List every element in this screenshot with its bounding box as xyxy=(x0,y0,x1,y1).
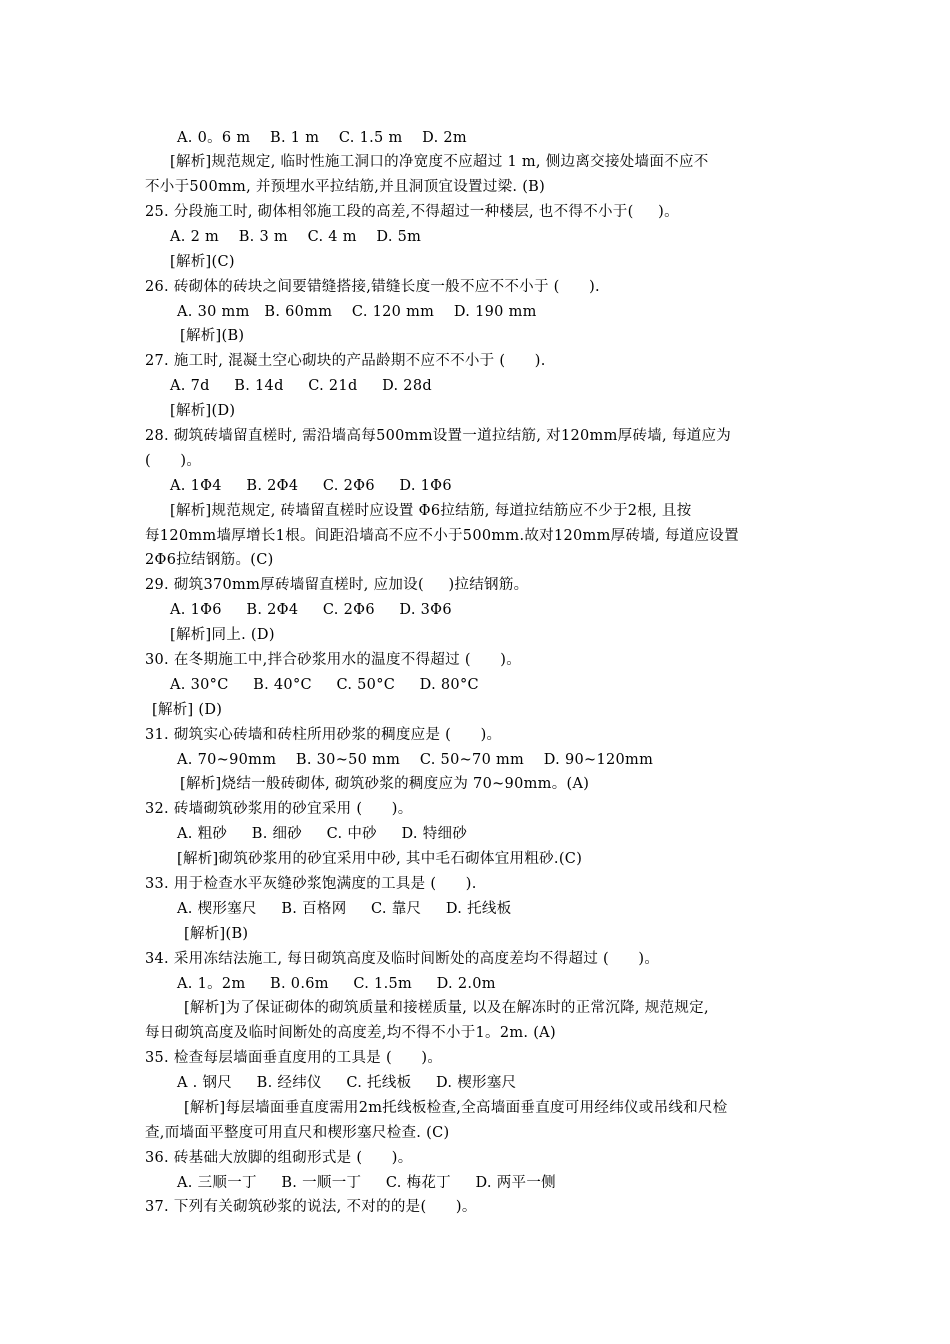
q28-analysis-line-1: [解析]规范规定, 砖墙留直槎时应设置 Φ6拉结筋, 每道拉结筋应不少于2根, 且按 xyxy=(170,503,692,519)
q24-options: A. 0。6 m B. 1 m C. 1.5 m D. 2m xyxy=(177,130,467,146)
q30-options: A. 30°C B. 40°C C. 50°C D. 80°C xyxy=(170,677,479,693)
q28-question-line-2: ( )。 xyxy=(145,453,202,469)
q24-analysis-line-2: 不小于500mm, 并预埋水平拉结筋,并且洞顶宜设置过梁. (B) xyxy=(145,179,546,195)
q30-analysis: [解析] (D) xyxy=(152,702,223,718)
q33-analysis: [解析](B) xyxy=(184,926,249,942)
q33-options: A. 楔形塞尺 B. 百格网 C. 靠尺 D. 托线板 xyxy=(177,901,512,917)
q31-question: 31. 砌筑实心砖墙和砖柱所用砂浆的稠度应是 ( )。 xyxy=(145,727,502,743)
q33-question: 33. 用于检查水平灰缝砂浆饱满度的工具是 ( ). xyxy=(145,876,477,892)
q34-options: A. 1。2m B. 0.6m C. 1.5m D. 2.0m xyxy=(177,976,496,992)
q28-analysis-line-3: 2Φ6拉结钢筋。(C) xyxy=(145,552,274,568)
q25-question: 25. 分段施工时, 砌体相邻施工段的高差,不得超过一种楼层, 也不得不小于( )。 xyxy=(145,204,679,220)
q30-question: 30. 在冬期施工中,拌合砂浆用水的温度不得超过 ( )。 xyxy=(145,652,522,668)
q25-options: A. 2 m B. 3 m C. 4 m D. 5m xyxy=(170,229,422,245)
q25-analysis: [解析](C) xyxy=(170,254,235,270)
q37-question: 37. 下列有关砌筑砂浆的说法, 不对的的是( )。 xyxy=(145,1199,477,1215)
q36-question: 36. 砖基础大放脚的组砌形式是 ( )。 xyxy=(145,1150,413,1166)
q34-question: 34. 采用冻结法施工, 每日砌筑高度及临时间断处的高度差均不得超过 ( )。 xyxy=(145,951,660,967)
q34-analysis-line-1: [解析]为了保证砌体的砌筑质量和接槎质量, 以及在解冻时的正常沉降, 规范规定, xyxy=(184,1000,709,1016)
q24-analysis-line-1: [解析]规范规定, 临时性施工洞口的净宽度不应超过 1 m, 侧边离交接处墙面不应不 xyxy=(170,154,709,170)
q35-options: A . 钢尺 B. 经纬仪 C. 托线板 D. 楔形塞尺 xyxy=(177,1075,517,1091)
q29-options: A. 1Φ6 B. 2Φ4 C. 2Φ6 D. 3Φ6 xyxy=(170,602,452,618)
q29-question: 29. 砌筑370mm厚砖墙留直槎时, 应加设( )拉结钢筋。 xyxy=(145,577,529,593)
q31-options: A. 70~90mm B. 30~50 mm C. 50~70 mm D. 90~120mm xyxy=(177,752,654,768)
q31-analysis: [解析]烧结一般砖砌体, 砌筑砂浆的稠度应为 70~90mm。(A) xyxy=(180,776,590,792)
q26-options: A. 30 mm B. 60mm C. 120 mm D. 190 mm xyxy=(177,304,537,320)
q28-analysis-line-2: 每120mm墙厚增长1根。间距沿墙高不应不小于500mm.故对120mm厚砖墙, 每道应设置 xyxy=(145,528,739,544)
q27-analysis: [解析](D) xyxy=(170,403,236,419)
q26-analysis: [解析](B) xyxy=(180,328,245,344)
q32-options: A. 粗砂 B. 细砂 C. 中砂 D. 特细砂 xyxy=(177,826,468,842)
q27-question: 27. 施工时, 混凝土空心砌块的产品龄期不应不不小于 ( ). xyxy=(145,353,546,369)
q35-question: 35. 检查每层墙面垂直度用的工具是 ( )。 xyxy=(145,1050,443,1066)
q32-analysis: [解析]砌筑砂浆用的砂宜采用中砂, 其中毛石砌体宜用粗砂.(C) xyxy=(177,851,583,867)
q32-question: 32. 砖墙砌筑砂浆用的砂宜采用 ( )。 xyxy=(145,801,413,817)
q27-options: A. 7d B. 14d C. 21d D. 28d xyxy=(170,378,432,394)
q36-options: A. 三顺一丁 B. 一顺一丁 C. 梅花丁 D. 两平一侧 xyxy=(177,1175,556,1191)
q35-analysis-line-2: 查,而墙面平整度可用直尺和楔形塞尺检查. (C) xyxy=(145,1125,450,1141)
q35-analysis-line-1: [解析]每层墙面垂直度需用2m托线板检查,全高墙面垂直度可用经纬仪或吊线和尺检 xyxy=(184,1100,728,1116)
q28-options: A. 1Φ4 B. 2Φ4 C. 2Φ6 D. 1Φ6 xyxy=(170,478,452,494)
q29-analysis: [解析]同上. (D) xyxy=(170,627,275,643)
q26-question: 26. 砖砌体的砖块之间要错缝搭接,错缝长度一般不应不不小于 ( ). xyxy=(145,279,600,295)
q28-question-line-1: 28. 砌筑砖墙留直槎时, 需沿墙高每500mm设置一道拉结筋, 对120mm厚砖墙, 每道应为 xyxy=(145,428,732,444)
q34-analysis-line-2: 每日砌筑高度及临时间断处的高度差,均不得不小于1。2m. (A) xyxy=(145,1025,556,1041)
